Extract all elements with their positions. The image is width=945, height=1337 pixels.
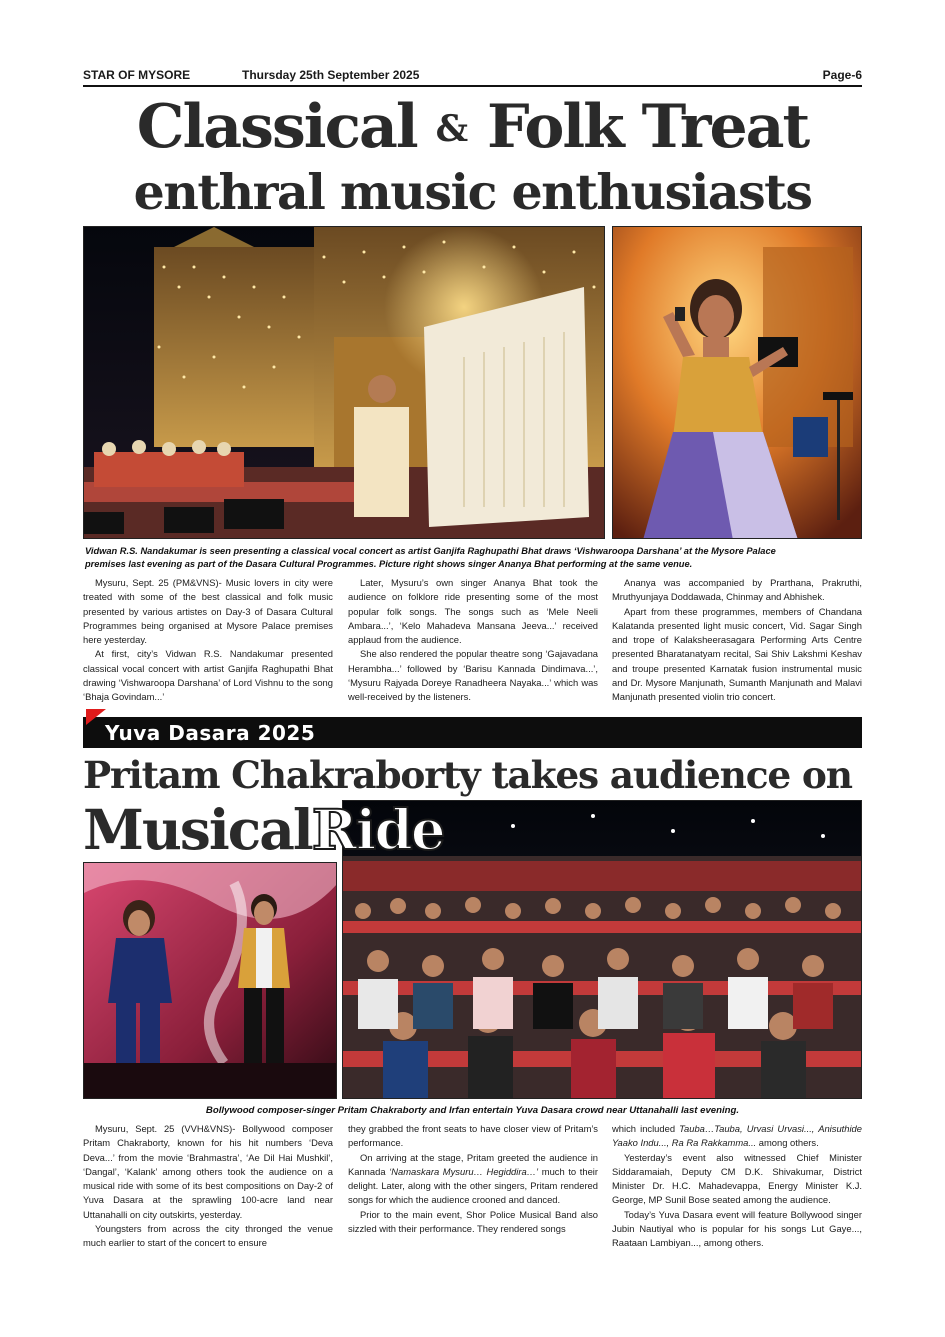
story2-col1-para1: Mysuru, Sept. 25 (VVH&VNS)- Bollywood composer Pritam Chakraborty, known for his hit numbers ‘Deva Deva...’ from the movie ‘Brahmastra’, ‘Ae Dil Hai Mushkil’, ‘Dangal’, ‘Kalank’ among others took the audience on a musical ride with some of its best compositions on Day-2 of Yuva Dasara at the sprawling 100-acre land near Uttanahalli on city outskirts, yesterday.	[83, 1123, 333, 1220]
story1-col3-para2: Apart from these programmes, members of Chandana Kalatanda presented light music concert, Vid. Sagar Singh and trope of Kalaksheerasagara Performing Arts Centre presented Bharatanatyam recital, Sai Shiv Lakshmi Keshav and troupe presented Karnatak fusion instrumental music and Dr. Mysore Manjunath, Sumanth Manjunath and Malavi Manjunath presented violin trio concert.	[612, 605, 862, 703]
headline-part1: Classical	[136, 92, 417, 162]
story2-col3-para3: Today’s Yuva Dasara event will feature Bollywood singer Jubin Nautiyal who is popular for his songs Lut Gaye..., Raataan Lambiyan..., among others.	[612, 1208, 862, 1249]
story1-col2-para2: She also rendered the popular theatre song ‘Gajavadana Herambha...’ followed by ‘Barisu Kannada Dindimava...’, ‘Mysuru Rajyada Doreye Ranadheera Nayaka...’ which was well-received by the listeners.	[348, 648, 598, 703]
headline-ride: Ride	[311, 797, 444, 862]
headline-pritam: Pritam Chakraborty takes audience on	[83, 753, 852, 797]
singer-illustration	[613, 227, 862, 539]
story2-col2-para3: Prior to the main event, Shor Police Musical Band also sizzled with their performance. They rendered songs	[348, 1208, 598, 1235]
story2-col3-para2: Yesterday’s event also witnessed Chief Minister Siddaramaiah, Deputy CM D.K. Shivakumar, District Minister Dr. H.C. Mahadevappa, Energy Minister K.J. George, MP Sunil Bose seated among the audience.	[612, 1151, 862, 1206]
stage-performers-illustration	[84, 863, 337, 1099]
story2-col3-para1-start: which included	[612, 1123, 676, 1134]
story2-col2-para2-text: On arriving at the stage, Pritam greeted the audience in Kannada	[348, 1151, 598, 1177]
headline-part2: Folk Treat	[487, 92, 809, 162]
headline-enthral: enthral music enthusiasts	[133, 163, 812, 221]
page-number: Page-6	[822, 68, 862, 82]
caption-story1-line2: premises last evening as part of the Dasara Cultural Programmes. Picture right shows singer Ananya Bhat performing at the same venue.	[85, 559, 693, 569]
story2-col2-para2-end: much to their delight. Later, along with the other singers, Pritam rendered songs for which the audience crooned and danced.	[348, 1165, 598, 1206]
story2-column-1	[83, 1122, 333, 1251]
story1-col1-para1: Mysuru, Sept. 25 (PM&VNS)- Music lovers in city were treated with some of the best classical and folk music presented by various artistes on Day-3 of Dasara Cultural Programmes being organised at Mysore Palace premises here yesterday.	[83, 577, 333, 646]
story1-col2-para1: Later, Mysuru’s own singer Ananya Bhat took the audience on folklore ride presenting some of the most popular folk songs. The songs such as ‘Mele Neeli Ambara...’, ‘Kelo Mahadeva Mansana Jeeva...’ received applaud from the audience.	[348, 577, 598, 646]
caption-story1-line1: Vidwan R.S. Nandakumar is seen presenting a classical vocal concert as artist Ganjifa Raghupathi Bhat draws ‘Vishwaroopa Darshana’ at the Mysore Palace	[85, 546, 776, 556]
story2-col2-para2-italic: ‘Namaskara Mysuru… Hegiddira…’	[389, 1165, 539, 1177]
red-flag-icon	[86, 709, 106, 725]
palace-concert-illustration	[84, 227, 605, 539]
photo-pritam-irfan	[83, 862, 337, 1099]
headline-classical-folk	[83, 88, 862, 166]
caption-story2: Bollywood composer-singer Pritam Chakraborty and Irfan entertain Yuva Dasara crowd near Uttanahalli last evening.	[205, 1105, 740, 1116]
story2-col2-para2	[348, 1151, 598, 1208]
photo-singer-ananya	[612, 226, 862, 539]
story1-col3-para1: Ananya was accompanied by Prarthana, Prakruthi, Mruthyunjaya Doddawada, Chinmay and Abhishek.	[612, 577, 862, 603]
story2-column-2	[348, 1122, 598, 1236]
headline-amp: &	[435, 108, 469, 150]
section-label: Yuva Dasara 2025	[105, 721, 316, 745]
story1-col1-para2: At first, city’s Vidwan R.S. Nandakumar presented classical vocal concert with artist Ganjifa Raghupathi Bhat drawing ‘Vishwaroopa Darshana’ of Lord Vishnu to the song ‘Bhaja Govindam...’	[83, 648, 333, 703]
story2-col3-para1	[612, 1122, 862, 1151]
section-bar-yuva-dasara	[83, 717, 862, 748]
story2-col1-para2: Youngsters from across the city thronged the venue much earlier to start of the concert to ensure	[83, 1223, 333, 1249]
story2-col3-para1-italic: Tauba…Tauba, Urvasi Urvasi..., Anisuthide Yaako Indu..., Ra Ra Rakkamma...	[612, 1123, 862, 1149]
story2-col3-para1-end: among others.	[758, 1137, 819, 1149]
photo-palace-concert	[83, 226, 605, 539]
headline-musical-ride	[83, 797, 513, 862]
story1-column-2	[348, 576, 598, 705]
issue-date: Thursday 25th September 2025	[242, 68, 420, 82]
story1-column-1	[83, 576, 333, 705]
story2-column-3	[612, 1122, 862, 1251]
masthead	[83, 66, 862, 84]
story2-col2-para1: they grabbed the front seats to have closer view of Pritam’s performance.	[348, 1123, 598, 1149]
story1-column-3	[612, 576, 862, 705]
masthead-rule	[83, 85, 862, 87]
paper-name: STAR OF MYSORE	[83, 68, 191, 82]
headline-musical: Musical	[83, 797, 312, 862]
